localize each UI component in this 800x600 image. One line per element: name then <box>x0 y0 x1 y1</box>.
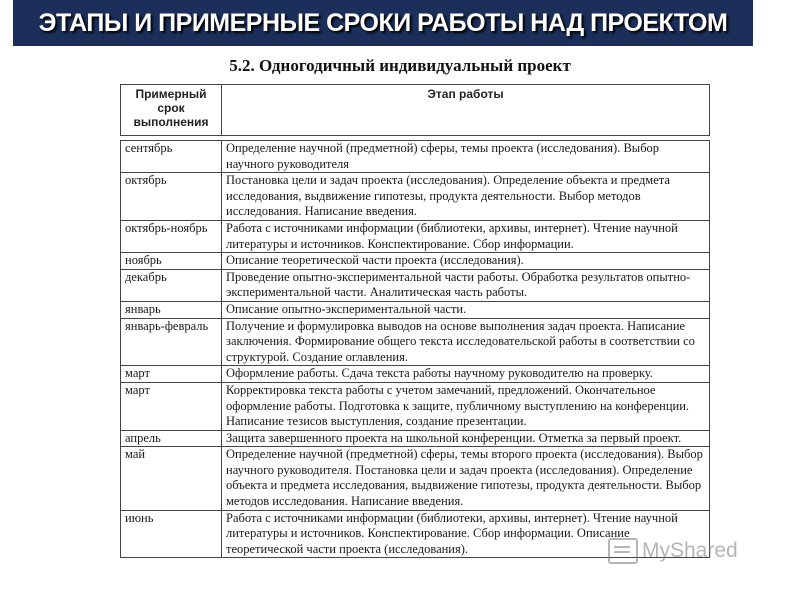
table-row <box>121 141 710 173</box>
stage-cell: Защита завершенного проекта на школьной конференции. Отметка за первый проект. <box>222 430 710 447</box>
watermark <box>608 538 738 564</box>
term-cell: май <box>121 447 222 510</box>
table-row <box>121 173 710 221</box>
header-term: Примерный срок выполнения <box>121 85 222 136</box>
stage-cell: Корректировка текста работы с учетом замечаний, предложений. Окончательное оформление работы. Подготовка к защите, публичному выступлению на конференции. Написание тезисов выступления, создание презентации. <box>222 382 710 430</box>
schedule-table <box>120 84 710 558</box>
stage-cell: Оформление работы. Сдача текста работы научному руководителю на проверку. <box>222 366 710 383</box>
table-row <box>121 366 710 383</box>
stage-cell: Работа с источниками информации (библиотеки, архивы, интернет). Чтение научной литературы и источников. Конспектирование. Сбор информации. <box>222 220 710 252</box>
stage-cell: Описание теоретической части проекта (исследования). <box>222 253 710 270</box>
title-banner <box>13 0 753 46</box>
term-cell: апрель <box>121 430 222 447</box>
table-row <box>121 318 710 366</box>
table-row <box>121 253 710 270</box>
term-cell: ноябрь <box>121 253 222 270</box>
term-cell: октябрь-ноябрь <box>121 220 222 252</box>
page-title: ЭТАПЫ И ПРИМЕРНЫЕ СРОКИ РАБОТЫ НАД ПРОЕКТОМ <box>38 8 728 37</box>
table-row <box>121 447 710 510</box>
table-row <box>121 382 710 430</box>
term-cell: март <box>121 382 222 430</box>
presentation-icon <box>608 538 638 564</box>
term-cell: январь-февраль <box>121 318 222 366</box>
term-cell: март <box>121 366 222 383</box>
term-cell: октябрь <box>121 173 222 221</box>
stage-cell: Получение и формулировка выводов на основе выполнения задач проекта. Написание заключения. Формирование общего текста исследовательской работы в соответствии со структурой. Создание оглавления. <box>222 318 710 366</box>
term-cell: декабрь <box>121 269 222 301</box>
term-cell: январь <box>121 301 222 318</box>
stage-cell: Постановка цели и задач проекта (исследования). Определение объекта и предмета исследования, выдвижение гипотезы, продукта деятельности. Выбор методов исследования. Написание введения. <box>222 173 710 221</box>
stage-cell: Описание опытно-экспериментальной части. <box>222 301 710 318</box>
stage-cell: Определение научной (предметной) сферы, темы второго проекта (исследования). Выбор научного руководителя. Постановка цели и задач проекта (исследования). Определение объекта и предмета исследования, выдвижение гипотезы, продукта деятельности. Выбор методов исследования. Написание введения. <box>222 447 710 510</box>
stage-cell: Проведение опытно-экспериментальной части работы. Обработка результатов опытно-экспериментальной части. Аналитическая часть работы. <box>222 269 710 301</box>
stage-cell: Работа с источниками информации (библиотеки, архивы, интернет). Чтение научной литературы и источников. Конспектирование. Сбор информации. Описание теоретической части проекта (исследования). <box>222 510 710 558</box>
table-row <box>121 430 710 447</box>
table-body <box>120 140 710 558</box>
watermark-text: MyShared <box>642 539 738 562</box>
section-subtitle: 5.2. Одногодичный индивидуальный проект <box>229 56 571 75</box>
term-cell: сентябрь <box>121 141 222 173</box>
term-cell: июнь <box>121 510 222 558</box>
header-stage: Этап работы <box>222 85 710 136</box>
stage-cell: Определение научной (предметной) сферы, темы проекта (исследования). Выбор научного руководителя <box>222 141 710 173</box>
table-row <box>121 269 710 301</box>
table-header <box>120 84 710 136</box>
table-row <box>121 220 710 252</box>
table-row <box>121 301 710 318</box>
